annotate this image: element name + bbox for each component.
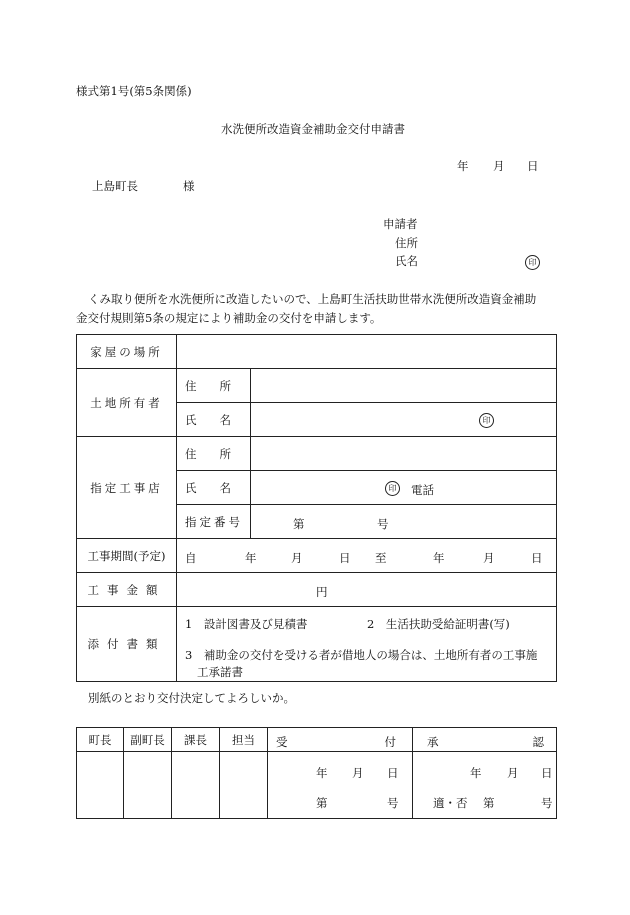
attachments-list [177, 607, 557, 682]
table-row [77, 437, 557, 471]
receipt-right: 付 [384, 735, 396, 749]
header-mayor: 町長 [77, 728, 124, 752]
table-row [77, 607, 557, 682]
table-row [77, 728, 557, 752]
contractor-address-field[interactable] [251, 437, 557, 471]
attachments-label: 添付書類 [77, 607, 177, 682]
intro-line-2: 金交付規則第5条の規定により補助金の交付を申請します。 [76, 311, 382, 325]
number-dai: 第 [293, 517, 305, 531]
period-to-year: 年 [433, 551, 445, 565]
phone-label: 電話 [411, 483, 434, 497]
approval-field[interactable] [413, 752, 557, 819]
land-owner-name-field[interactable] [251, 403, 557, 437]
period-from: 自 [185, 551, 197, 565]
attachment-3-line-2: 工承諾書 [197, 665, 243, 679]
applicant-name-label: 氏名 [395, 254, 418, 268]
receipt-go: 号 [387, 796, 399, 810]
application-table [76, 334, 557, 682]
contractor-address-label: 住 所 [177, 437, 251, 471]
period-from-day: 日 [339, 551, 351, 565]
period-to-month: 月 [483, 551, 495, 565]
approval-suitability: 適・否 [433, 796, 468, 810]
receipt-left: 受 [276, 735, 288, 749]
contractor-name-field[interactable] [251, 471, 557, 505]
seal-mark: 印 [385, 481, 400, 496]
stamp-staff[interactable] [220, 752, 268, 819]
table-row [77, 573, 557, 607]
header-receipt [268, 728, 413, 752]
applicant-label: 申請者 [383, 217, 418, 231]
period-from-year: 年 [245, 551, 257, 565]
stamp-mayor[interactable] [77, 752, 124, 819]
date-day-label: 日 [527, 159, 539, 173]
page-title: 水洗便所改造資金補助金交付申請書 [221, 122, 405, 136]
table-row [77, 539, 557, 573]
addressee-name: 上島町長 [92, 179, 138, 193]
construction-period-field[interactable] [177, 539, 557, 573]
house-location-field[interactable] [177, 335, 557, 369]
construction-cost-field[interactable] [177, 573, 557, 607]
approval-year: 年 [470, 766, 482, 780]
yen-unit: 円 [316, 585, 328, 599]
stamp-deputy-mayor[interactable] [124, 752, 172, 819]
table-row [77, 752, 557, 819]
construction-period-label: 工事期間(予定) [77, 539, 177, 573]
land-owner-label: 土地所有者 [77, 369, 177, 437]
addressee-honorific: 様 [183, 179, 195, 193]
land-owner-address-label: 住 所 [177, 369, 251, 403]
header-approval [413, 728, 557, 752]
land-owner-name-label: 氏 名 [177, 403, 251, 437]
contractor-name-label: 氏 名 [177, 471, 251, 505]
intro-line-1: くみ取り便所を水洗便所に改造したいので、上島町生活扶助世帯水洗便所改造資金補助 [88, 292, 537, 306]
seal-mark: 印 [479, 413, 494, 428]
attachment-3-line-1: 3 補助金の交付を受ける者が借地人の場合は、土地所有者の工事施 [185, 648, 538, 662]
form-number: 様式第1号(第5条関係) [76, 84, 192, 98]
approval-right: 認 [532, 735, 544, 749]
table-row [77, 335, 557, 369]
decision-note: 別紙のとおり交付決定してよろしいか。 [88, 691, 295, 705]
receipt-day: 日 [387, 766, 399, 780]
approval-go: 号 [541, 796, 553, 810]
receipt-dai: 第 [316, 796, 328, 810]
approval-dai: 第 [483, 796, 495, 810]
period-to-day: 日 [531, 551, 543, 565]
attachment-1: 1 設計図書及び見積書 [185, 617, 308, 631]
period-from-month: 月 [291, 551, 303, 565]
stamp-section-chief[interactable] [172, 752, 220, 819]
table-row [77, 369, 557, 403]
applicant-address-label: 住所 [395, 236, 418, 250]
approval-month: 月 [507, 766, 519, 780]
contractor-label: 指定工事店 [77, 437, 177, 539]
house-location-label: 家屋の場所 [77, 335, 177, 369]
header-section-chief: 課長 [172, 728, 220, 752]
header-staff: 担当 [220, 728, 268, 752]
designation-number-field[interactable] [251, 505, 557, 539]
receipt-year: 年 [316, 766, 328, 780]
number-go: 号 [377, 517, 389, 531]
approval-table [76, 727, 557, 819]
seal-mark: 印 [525, 255, 540, 270]
land-owner-address-field[interactable] [251, 369, 557, 403]
approval-day: 日 [541, 766, 553, 780]
receipt-month: 月 [352, 766, 364, 780]
period-to: 至 [375, 551, 387, 565]
receipt-field[interactable] [268, 752, 413, 819]
designation-number-label: 指定番号 [177, 505, 251, 539]
date-year-label: 年 [457, 159, 469, 173]
construction-cost-label: 工事金額 [77, 573, 177, 607]
approval-left: 承 [427, 735, 439, 749]
header-deputy-mayor: 副町長 [124, 728, 172, 752]
attachment-2: 2 生活扶助受給証明書(写) [367, 617, 510, 631]
date-month-label: 月 [493, 159, 505, 173]
